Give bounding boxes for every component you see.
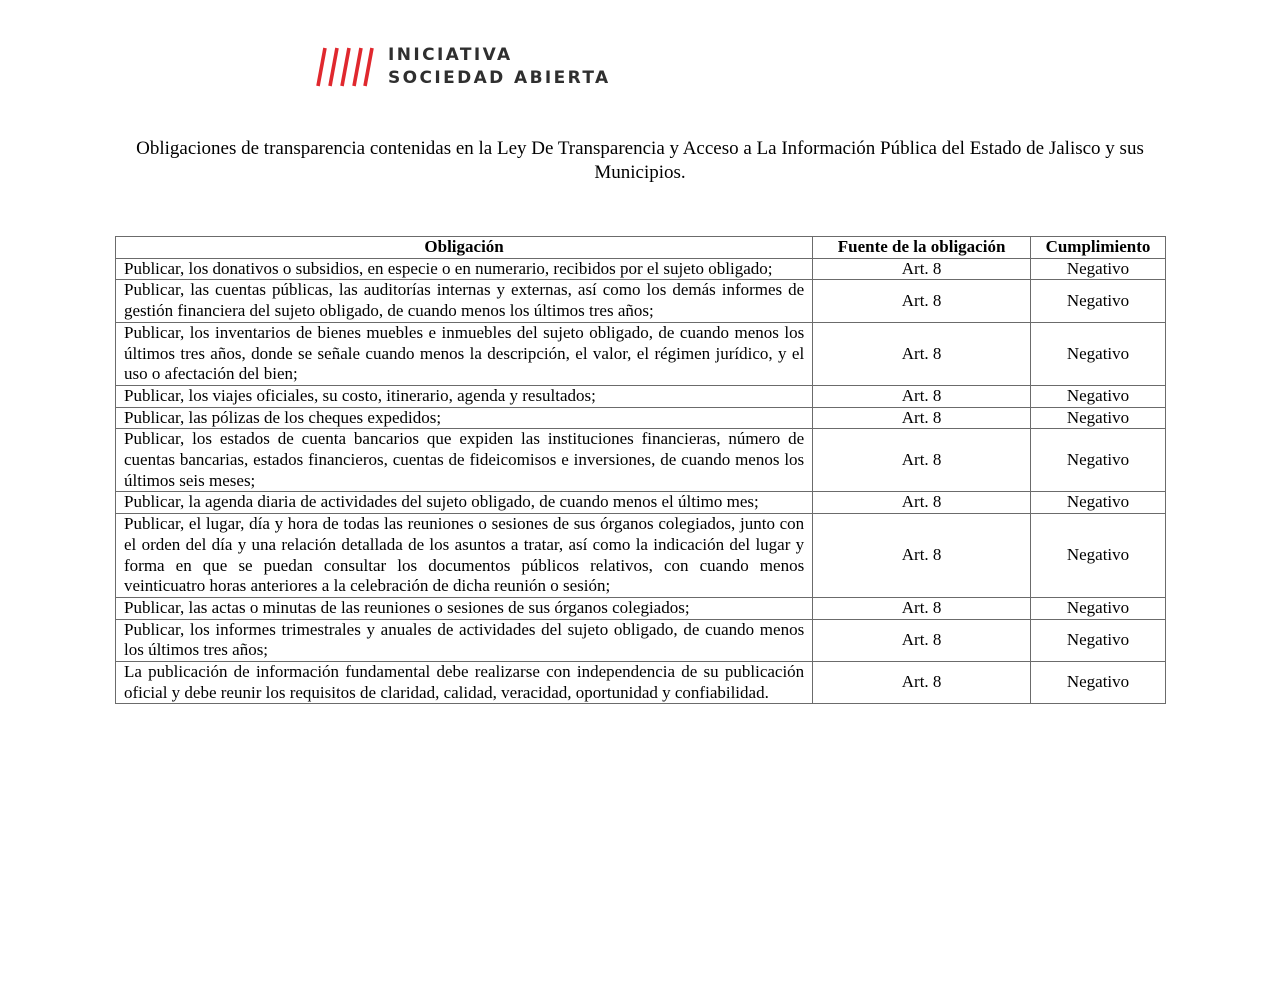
table-row	[116, 619, 1166, 661]
source-cell: Art. 8	[813, 322, 1031, 385]
obligation-cell: Publicar, los informes trimestrales y anuales de actividades del sujeto obligado, de cuando menos los últimos tres años;	[116, 619, 813, 661]
compliance-cell: Negativo	[1031, 597, 1166, 619]
obligation-cell: Publicar, las pólizas de los cheques expedidos;	[116, 407, 813, 429]
compliance-cell: Negativo	[1031, 280, 1166, 322]
compliance-cell: Negativo	[1031, 385, 1166, 407]
source-cell: Art. 8	[813, 492, 1031, 514]
source-cell: Art. 8	[813, 514, 1031, 598]
source-cell: Art. 8	[813, 280, 1031, 322]
compliance-cell: Negativo	[1031, 662, 1166, 704]
column-header-cumplimiento: Cumplimiento	[1031, 237, 1166, 259]
compliance-cell: Negativo	[1031, 429, 1166, 492]
compliance-cell: Negativo	[1031, 258, 1166, 280]
table-row	[116, 662, 1166, 704]
source-cell: Art. 8	[813, 385, 1031, 407]
table-row	[116, 322, 1166, 385]
compliance-cell: Negativo	[1031, 514, 1166, 598]
table-row	[116, 385, 1166, 407]
brand-name-line1: INICIATIVA	[388, 45, 513, 65]
column-header-obligacion: Obligación	[116, 237, 813, 259]
table-row	[116, 492, 1166, 514]
obligation-cell: Publicar, los viajes oficiales, su costo, itinerario, agenda y resultados;	[116, 385, 813, 407]
source-cell: Art. 8	[813, 619, 1031, 661]
table-row	[116, 280, 1166, 322]
table-row	[116, 407, 1166, 429]
document-title: Obligaciones de transparencia contenidas en la Ley De Transparencia y Acceso a La Información Pública del Estado de Jalisco y sus Municipios.	[136, 138, 1144, 183]
table-body	[116, 258, 1166, 704]
obligation-cell: Publicar, los estados de cuenta bancarios que expiden las instituciones financieras, número de cuentas bancarias, estados financieros, cuentas de fideicomisos e inversiones, de cuando menos los últimos seis meses;	[116, 429, 813, 492]
obligation-cell: Publicar, el lugar, día y hora de todas las reuniones o sesiones de sus órganos colegiados, junto con el orden del día y una relación detallada de los asuntos a tratar, así como la indicación del lugar y forma en que se puedan consultar los documentos públicos relativos, con cuando menos veinticuatro horas anteriores a la celebración de dicha reunión o sesión;	[116, 514, 813, 598]
table-row	[116, 429, 1166, 492]
compliance-cell: Negativo	[1031, 322, 1166, 385]
source-cell: Art. 8	[813, 258, 1031, 280]
obligation-cell: Publicar, la agenda diaria de actividades del sujeto obligado, de cuando menos el último mes;	[116, 492, 813, 514]
table-header-row	[116, 237, 1166, 259]
source-cell: Art. 8	[813, 662, 1031, 704]
source-cell: Art. 8	[813, 407, 1031, 429]
column-header-fuente: Fuente de la obligación	[813, 237, 1031, 259]
table-row	[116, 258, 1166, 280]
source-cell: Art. 8	[813, 429, 1031, 492]
obligation-cell: La publicación de información fundamental debe realizarse con independencia de su publicación oficial y debe reunir los requisitos de claridad, calidad, veracidad, oportunidad y confiabilidad.	[116, 662, 813, 704]
table-row	[116, 514, 1166, 598]
brand-logo	[316, 44, 611, 90]
obligations-table	[115, 236, 1166, 704]
obligation-cell: Publicar, las cuentas públicas, las auditorías internas y externas, así como los demás informes de gestión financiera del sujeto obligado, de cuando menos los últimos tres años;	[116, 280, 813, 322]
brand-name-line2: SOCIEDAD ABIERTA	[388, 68, 611, 88]
compliance-cell: Negativo	[1031, 492, 1166, 514]
table-row	[116, 597, 1166, 619]
slanted-bars-icon	[316, 45, 374, 89]
compliance-cell: Negativo	[1031, 407, 1166, 429]
compliance-cell: Negativo	[1031, 619, 1166, 661]
brand-name	[388, 44, 611, 90]
obligation-cell: Publicar, los inventarios de bienes muebles e inmuebles del sujeto obligado, de cuando menos los últimos tres años, donde se señale cuando menos la descripción, el valor, el régimen jurídico, y el uso o afectación del bien;	[116, 322, 813, 385]
source-cell: Art. 8	[813, 597, 1031, 619]
obligation-cell: Publicar, los donativos o subsidios, en especie o en numerario, recibidos por el sujeto obligado;	[116, 258, 813, 280]
obligation-cell: Publicar, las actas o minutas de las reuniones o sesiones de sus órganos colegiados;	[116, 597, 813, 619]
